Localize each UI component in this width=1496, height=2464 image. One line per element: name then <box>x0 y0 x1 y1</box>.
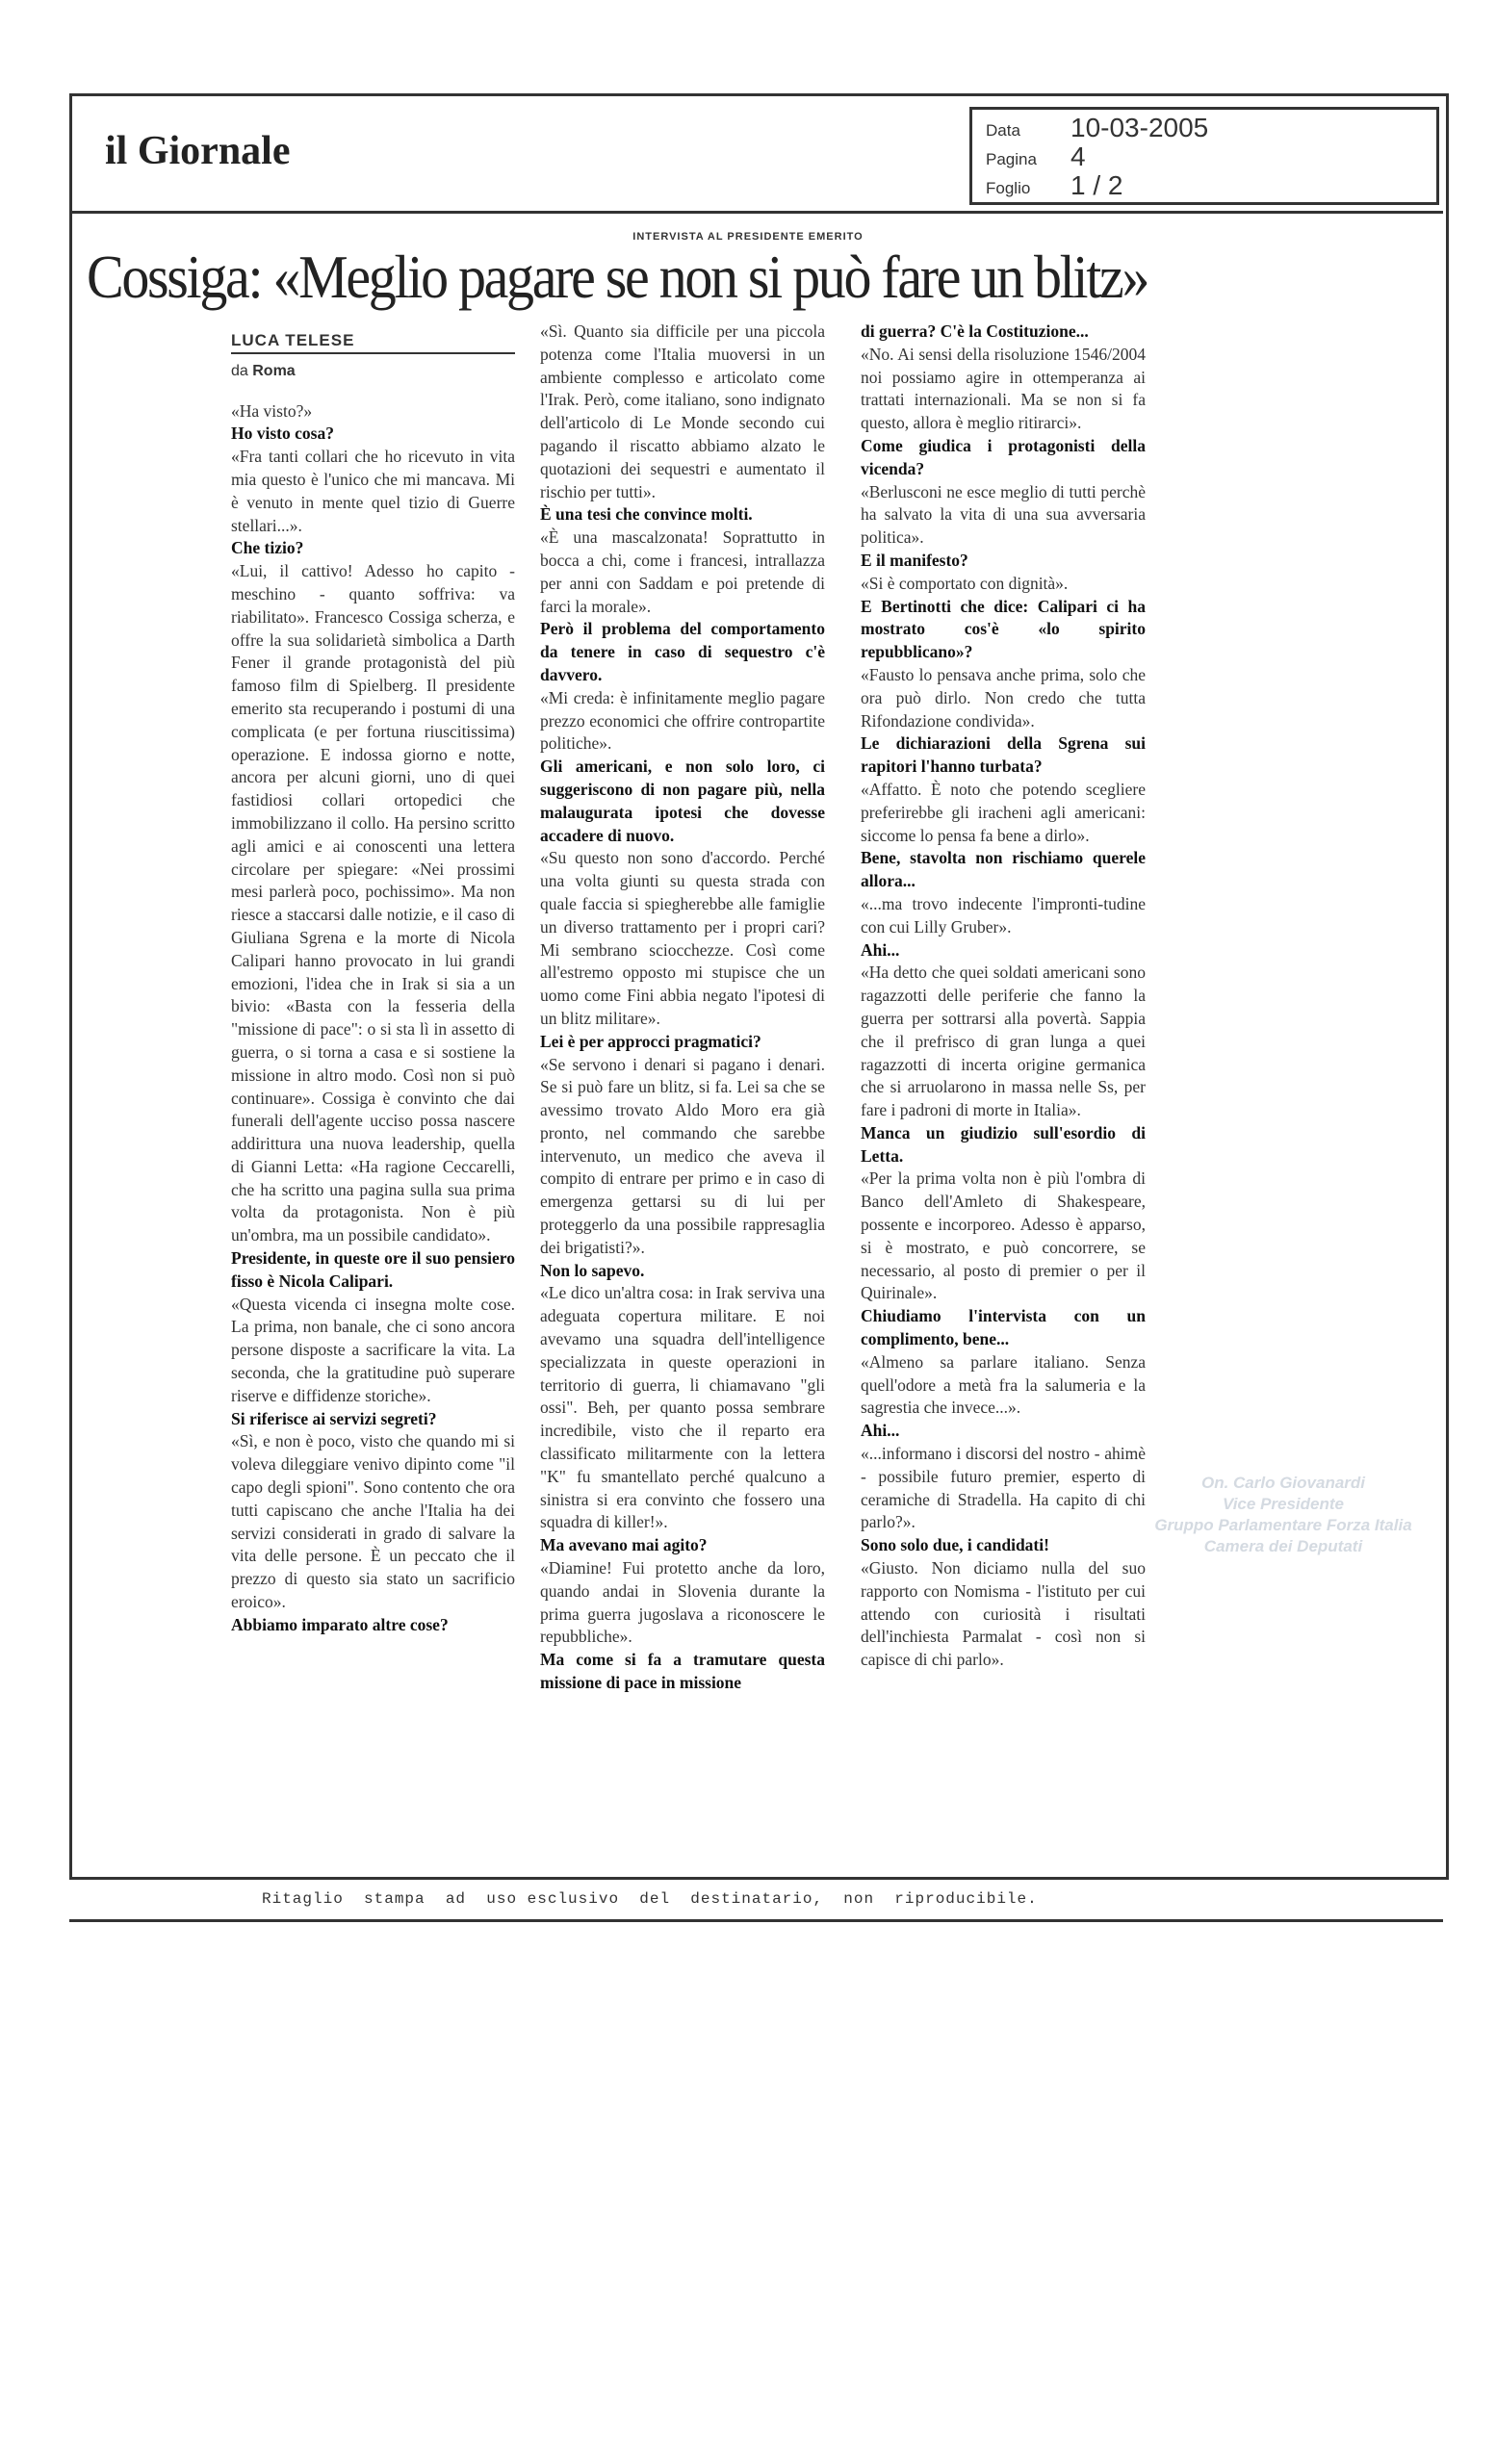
clipping-meta <box>969 107 1439 205</box>
meta-sheet-row <box>972 169 1436 198</box>
meta-date-value: 10-03-2005 <box>1070 113 1209 142</box>
interview-answer: «Se servono i denari si pagano i denari. Se si può fare un blitz, si fa. Lei sa che se avessimo trovato Aldo Moro era già pronto, nel commando che sarebbe intervenuto, un medico che aveva il compito di entrare per primo e in caso di emergenza gettarsi su di lui per proteggerlo da una possibile rappresaglia dei brigatisti?». <box>540 1054 825 1257</box>
newspaper-name: il Giornale <box>105 129 291 173</box>
interview-question: Le dichiarazioni della Sgrena sui rapitori l'hanno turbata? <box>861 733 1146 777</box>
interview-question: Ma come si fa a tramutare questa missione di pace in missione <box>540 1650 825 1693</box>
interview-answer: «...ma trovo indecente l'impronti-tudine con cui Lilly Gruber». <box>861 893 1146 937</box>
interview-question: Ahi... <box>861 1421 900 1441</box>
interview-question: Bene, stavolta non rischiamo querele allora... <box>861 848 1146 891</box>
dateline <box>231 360 515 383</box>
interview-answer: «Su questo non sono d'accordo. Perché una volta giunti su questa strada con quale faccia si spiegherebbe alle famiglie un diverso trattamento per i propri cari? Mi sembrano sciocchezze. Così come all'estremo opposto mi stupisce che un uomo come Fini abbia negato l'ipotesi di un blitz militare». <box>540 848 825 1028</box>
interview-answer: «Questa vicenda ci insegna molte cose. La prima, non banale, che ci sono ancora persone disposte a sacrificare la vita. La seconda, che la gratitudine può superare riserve e diffidenze storiche». <box>231 1294 515 1405</box>
clipping-footer <box>69 1877 1443 1922</box>
interview-question: Lei è per approcci pragmatici? <box>540 1031 761 1051</box>
interview-answer: «No. Ai sensi della risoluzione 1546/2004 noi possiamo agire in ottemperanza ai trattati internazionali. Ma se non si fa questo, allora è meglio ritirarci». <box>861 344 1146 433</box>
interview-question: E il manifesto? <box>861 550 968 570</box>
interview-answer: «Berlusconi ne esce meglio di tutti perchè ha salvato la vita di una sua avversaria politica». <box>861 481 1146 548</box>
interview-question: Chiudiamo l'intervista con un complimento, bene... <box>861 1306 1146 1349</box>
interview-question: Ahi... <box>861 939 900 960</box>
stamp-line: Gruppo Parlamentare Forza Italia <box>1154 1516 1412 1534</box>
column-3-body <box>861 321 1146 1672</box>
office-stamp <box>1124 1473 1442 1557</box>
author-byline: LUCA TELESE <box>231 331 355 349</box>
interview-answer: «Per la prima volta non è più l'ombra di Banco dell'Amleto di Shakespeare, possente e incorporeo. Adesso è apparso, si è mostrato, e può concorrere, se necessario, al posto di premier o per il Quirinale». <box>861 1168 1146 1303</box>
interview-answer: «Affatto. È noto che potendo scegliere preferirebbe gli iracheni agli americani: siccome lo pensa fa bene a dirlo». <box>861 779 1146 845</box>
clipping-header <box>69 93 1443 214</box>
article-title: Cossiga: «Meglio pagare se non si può fare un blitz» <box>87 244 1148 311</box>
stamp-line: Vice Presidente <box>1223 1495 1344 1513</box>
interview-answer: «Sì. Quanto sia difficile per una piccola potenza come l'Italia muoversi in un ambiente complesso e articolato come l'Irak. Però, come italiano, sono indignato dell'articolo di Le Monde secondo cui pagando il riscatto abbiamo alzato le quotazioni dei sequestri e aumentato il rischio per tutti». <box>540 321 825 501</box>
interview-answer: «Le dico un'altra cosa: in Irak serviva una adeguata copertura militare. E noi avevamo una squadra dell'intelligence specializzata in queste operazioni in territorio di guerra, li chiamavano "gli ossi". Beh, per quanto possa sembrare incredibile, visto che il reparto era classificato militarmente con la lettera "K" fu smantellato perché qualcuno a sinistra si era convinto che fossero una squadra di killer!». <box>540 1283 825 1532</box>
interview-answer: «Diamine! Fui protetto anche da loro, quando andai in Slovenia durante la prima guerra jugoslava a riconoscere le repubbliche». <box>540 1558 825 1647</box>
interview-answer: «Fausto lo pensava anche prima, solo che ora può dirlo. Non credo che tutta Rifondazione condivida». <box>861 664 1146 731</box>
interview-answer: «Ha visto?» <box>231 400 313 421</box>
article-column-2 <box>540 321 825 1695</box>
byline-rule <box>231 352 515 354</box>
meta-sheet-label: Foglio <box>986 179 1031 197</box>
interview-question: Come giudica i protagonisti della vicenda? <box>861 435 1146 478</box>
dateline-prefix: da <box>231 362 248 379</box>
meta-page-label: Pagina <box>986 150 1037 168</box>
interview-question: Che tizio? <box>231 538 304 558</box>
interview-answer: «Mi creda: è infinitamente meglio pagare prezzo economici che offrire contropartite politiche». <box>540 687 825 754</box>
interview-answer: «...informano i discorsi del nostro - ahimè - possibile futuro premier, esperto di ceramiche di Stradella. Ha capito di chi parlo?». <box>861 1444 1146 1532</box>
reproduction-notice: Ritaglio stampa ad uso esclusivo del destinatario, non riproducibile. <box>262 1890 1038 1908</box>
interview-answer: «È una mascalzonata! Soprattutto in bocca a chi, come i francesi, intrallazza per anni con Saddam e poi pretende di farci la morale». <box>540 527 825 616</box>
article-kicker: INTERVISTA AL PRESIDENTE EMERITO <box>632 231 864 243</box>
meta-page-value: 4 <box>1070 141 1086 171</box>
interview-question: Però il problema del comportamento da tenere in caso di sequestro c'è davvero. <box>540 619 825 684</box>
interview-question: Si riferisce ai servizi segreti? <box>231 1408 437 1428</box>
interview-question: Gli americani, e non solo loro, ci suggeriscono di non pagare più, nella malaugurata ipotesi che dovesse accadere di nuovo. <box>540 757 825 845</box>
interview-answer: «Ha detto che quei soldati americani sono ragazzotti delle periferie che fanno la guerra per sottrarsi alla povertà. Sappia che il prefrisco di gran lunga a quei ragazzotti di incerta origine germanica che si arruolarono in massa nelle Ss, per fare i padroni di morte in Italia». <box>861 962 1146 1120</box>
interview-question: È una tesi che convince molti. <box>540 504 753 525</box>
interview-question: Ma avevano mai agito? <box>540 1535 708 1555</box>
stamp-line: On. Carlo Giovanardi <box>1200 1474 1366 1492</box>
interview-answer: «Fra tanti collari che ho ricevuto in vita mia questo è l'unico che mi mancava. Mi è venuto in mente quel tizio di Guerre stellari...». <box>231 447 515 535</box>
interview-answer: «Almeno sa parlare italiano. Senza quell'odore a metà fra la salumeria e la sagrestia che invece...». <box>861 1351 1146 1418</box>
meta-page-row <box>972 141 1436 169</box>
interview-question: di guerra? C'è la Costituzione... <box>861 321 1089 341</box>
article-column-1 <box>231 321 515 1637</box>
stamp-line: Camera dei Deputati <box>1203 1537 1363 1555</box>
interview-question: Abbiamo imparato altre cose? <box>231 1614 449 1634</box>
interview-answer: «Sì, e non è poco, visto che quando mi si voleva dileggiare venivo dipinto come "il capo degli spioni". Sono contento che ora tutti capiscano che anche l'Italia ha dei servizi considerati in grado di salvare la vita delle persone. È un peccato che il prezzo di questo sia stato un sacrificio eroico». <box>231 1431 515 1612</box>
column-2-body <box>540 321 825 1695</box>
interview-question: Non lo sapevo. <box>540 1260 645 1280</box>
interview-answer: «Giusto. Non diciamo nulla del suo rapporto con Nomisma - l'istituto per cui attendo con curiosità i risultati dell'inchiesta Parmalat - così non si capisce di chi parlo». <box>861 1558 1146 1670</box>
article-column-3 <box>861 321 1146 1672</box>
dateline-place: Roma <box>252 362 296 379</box>
meta-date-label: Data <box>986 121 1020 140</box>
interview-question: E Bertinotti che dice: Calipari ci ha mostrato cos'è «lo spirito repubblicano»? <box>861 596 1146 662</box>
interview-answer: «Si è comportato con dignità». <box>861 573 1069 593</box>
column-1-body <box>231 400 515 1637</box>
interview-question: Ho visto cosa? <box>231 424 334 444</box>
interview-question: Manca un giudizio sull'esordio di Letta. <box>861 1122 1146 1166</box>
interview-question: Sono solo due, i candidati! <box>861 1535 1049 1555</box>
meta-sheet-value: 1 / 2 <box>1070 170 1123 200</box>
meta-date-row <box>972 112 1436 141</box>
interview-answer: «Lui, il cattivo! Adesso ho capito - meschino - quanto soffriva: va riabilitato». Francesco Cossiga scherza, e offre la sua solidarietà simbolica a Darth Fener il grande protagonistà del più famoso film di Spielberg. Il presidente emerito sta recuperando i postumi di una complicata (e per fortuna riuscitissima) operazione. E indossa giorno e notte, ancora per alcuni giorni, uno di quei fastidiosi collari ortopedici che immobilizzano il collo. Ha persino scritto agli amici e ai conoscenti una lettera circolare per spiegare: «Nei prossimi mesi parlerà poco, pochissimo». Ma non riesce a staccarsi dalle notizie, e il caso di Giuliana Sgrena e la morte di Nicola Calipari hanno provocato in lui grandi emozioni, l'idea che in Irak si sia a un bivio: «Basta con la fesseria della "missione di pace": o si sta lì in assetto di guerra, o si torna a casa e si sostiene la missione in altro modo. Così non si può continuare». Cossiga è convinto che dai funerali dell'agente ucciso possa nascere addirittura una nuova leadership, quella di Gianni Letta: «Ha ragione Ceccarelli, che ha scritto una pagina sulla sua prima volta da protagonista. Non è più un'ombra, ma un possibile candidato». <box>231 561 515 1245</box>
interview-question: Presidente, in queste ore il suo pensiero fisso è Nicola Calipari. <box>231 1248 515 1291</box>
